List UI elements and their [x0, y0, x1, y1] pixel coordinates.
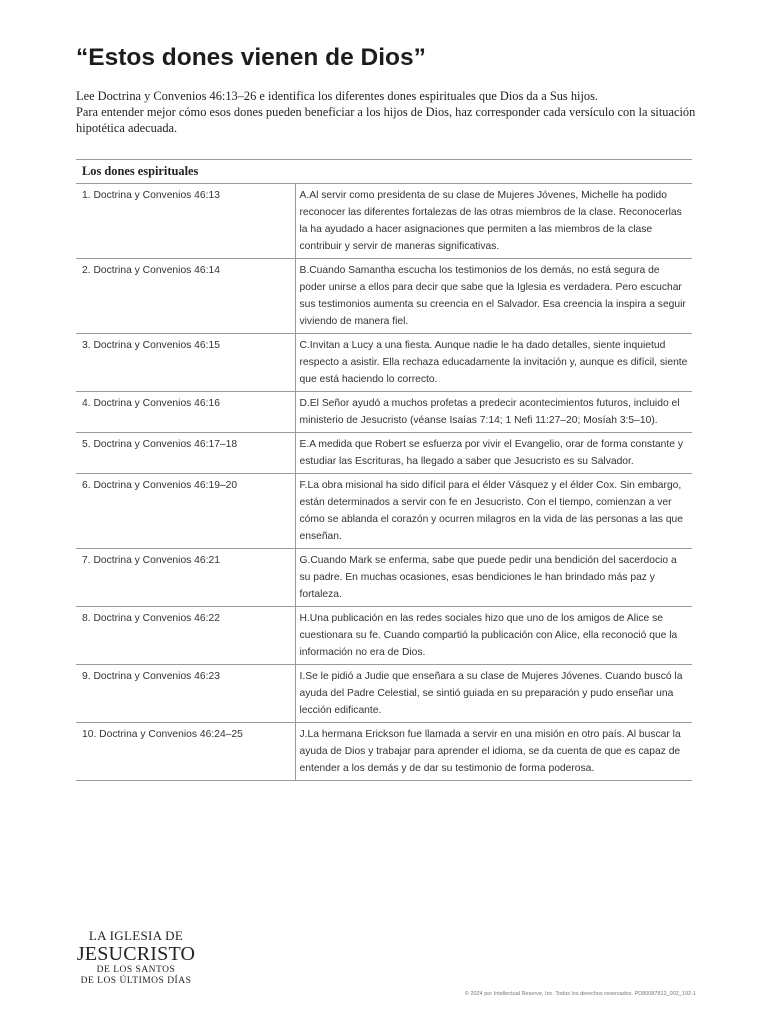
scenario-text: J.La hermana Erickson fue llamada a servir en una misión en otro país. Al buscar la ayuda de Dios y trabajar para aprender el idioma, se da cuenta de que es capaz de entender a los demás y de dar su testimonio de forma poderosa. — [295, 723, 692, 781]
instructions-line-1: Lee Doctrina y Convenios 46:13–26 e identifica los diferentes dones espirituales que Dios da a Sus hijos. — [76, 89, 599, 103]
table-header: Los dones espirituales — [76, 160, 692, 184]
scripture-reference: 9. Doctrina y Convenios 46:23 — [76, 665, 295, 723]
page-title: “Estos dones vienen de Dios” — [76, 44, 426, 71]
scripture-reference: 7. Doctrina y Convenios 46:21 — [76, 549, 295, 607]
table-row — [76, 259, 692, 334]
scripture-reference: 4. Doctrina y Convenios 46:16 — [76, 392, 295, 433]
logo-line-1: LA IGLESIA DE — [88, 928, 184, 943]
scenario-text: D.El Señor ayudó a muchos profetas a predecir acontecimientos futuros, incluido el ministerio de Jesucristo (véanse Isaías 7:14; 1 Nefi 11:27–20; Mosíah 3:5–10). — [295, 392, 692, 433]
table-row — [76, 607, 692, 665]
scripture-reference: 1. Doctrina y Convenios 46:13 — [76, 184, 295, 259]
scenario-text: H.Una publicación en las redes sociales hizo que uno de los amigos de Alice se cuestionara su fe. Cuando compartió la publicación con Alice, ella reconoció que la información no era de Dios. — [295, 607, 692, 665]
scenario-text: A.Al servir como presidenta de su clase de Mujeres Jóvenes, Michelle ha podido reconocer las diferentes fortalezas de las otras miembros de la clase. Reconocerlas la ha ayudado a hacer asignaciones que permiten a las miembros de la clase contribuir y servir de maneras significativas. — [295, 184, 692, 259]
instructions — [76, 89, 696, 136]
scripture-reference: 8. Doctrina y Convenios 46:22 — [76, 607, 295, 665]
scripture-reference: 2. Doctrina y Convenios 46:14 — [76, 259, 295, 334]
table-row — [76, 723, 692, 781]
logo-line-3: DE LOS SANTOS — [96, 965, 176, 975]
table-row — [76, 549, 692, 607]
table-row — [76, 474, 692, 549]
scenario-text: G.Cuando Mark se enferma, sabe que puede pedir una bendición del sacerdocio a su padre. En muchas ocasiones, esas bendiciones le han brindado más paz y fortaleza. — [295, 549, 692, 607]
scenario-text: B.Cuando Samantha escucha los testimonios de los demás, no está segura de poder unirse a ellos para decir que sabe que la Iglesia es verdadera. Pero escuchar sus testimonios aumenta su creencia en el Salvador. Esa creencia la inspira a seguir viviendo de manera fiel. — [295, 259, 692, 334]
table-row — [76, 334, 692, 392]
scripture-reference: 3. Doctrina y Convenios 46:15 — [76, 334, 295, 392]
table-header-row — [76, 160, 692, 184]
scenario-text: C.Invitan a Lucy a una fiesta. Aunque nadie le ha dado detalles, siente inquietud respecto a asistir. Ella rechaza educadamente la invitación y, aunque es difícil, siente que está haciendo lo correcto. — [295, 334, 692, 392]
table-row — [76, 392, 692, 433]
logo-line-2: JESUCRISTO — [76, 943, 196, 965]
scripture-reference: 5. Doctrina y Convenios 46:17–18 — [76, 433, 295, 474]
instructions-line-2: Para entender mejor cómo esos dones pueden beneficiar a los hijos de Dios, haz corresponder cada versículo con la situación hipotética adecuada. — [76, 104, 696, 135]
church-logo — [76, 929, 196, 987]
table-row — [76, 184, 692, 259]
scripture-reference: 6. Doctrina y Convenios 46:19–20 — [76, 474, 295, 549]
logo-line-4: DE LOS ÚLTIMOS DÍAS — [80, 976, 192, 986]
spiritual-gifts-table — [76, 159, 692, 781]
copyright-notice: © 2024 por Intellectual Reserve, Inc. Todos los derechos reservados. PD80087812_002_192-1 — [464, 991, 696, 997]
scenario-text: F.La obra misional ha sido difícil para el élder Vásquez y el élder Cox. Sin embargo, están determinados a servir con fe en Jesucristo. Con el tiempo, comienzan a ver cómo se ablanda el corazón y ocurren milagros en la vida de las personas a las que enseñan. — [295, 474, 692, 549]
scripture-reference: 10. Doctrina y Convenios 46:24–25 — [76, 723, 295, 781]
table-row — [76, 433, 692, 474]
scenario-text: I.Se le pidió a Judie que enseñara a su clase de Mujeres Jóvenes. Cuando buscó la ayuda del Padre Celestial, se sintió guiada en su preparación y pudo enseñar una lección edificante. — [295, 665, 692, 723]
table-row — [76, 665, 692, 723]
scenario-text: E.A medida que Robert se esfuerza por vivir el Evangelio, orar de forma constante y estudiar las Escrituras, ha llegado a saber que Jesucristo es su Salvador. — [295, 433, 692, 474]
